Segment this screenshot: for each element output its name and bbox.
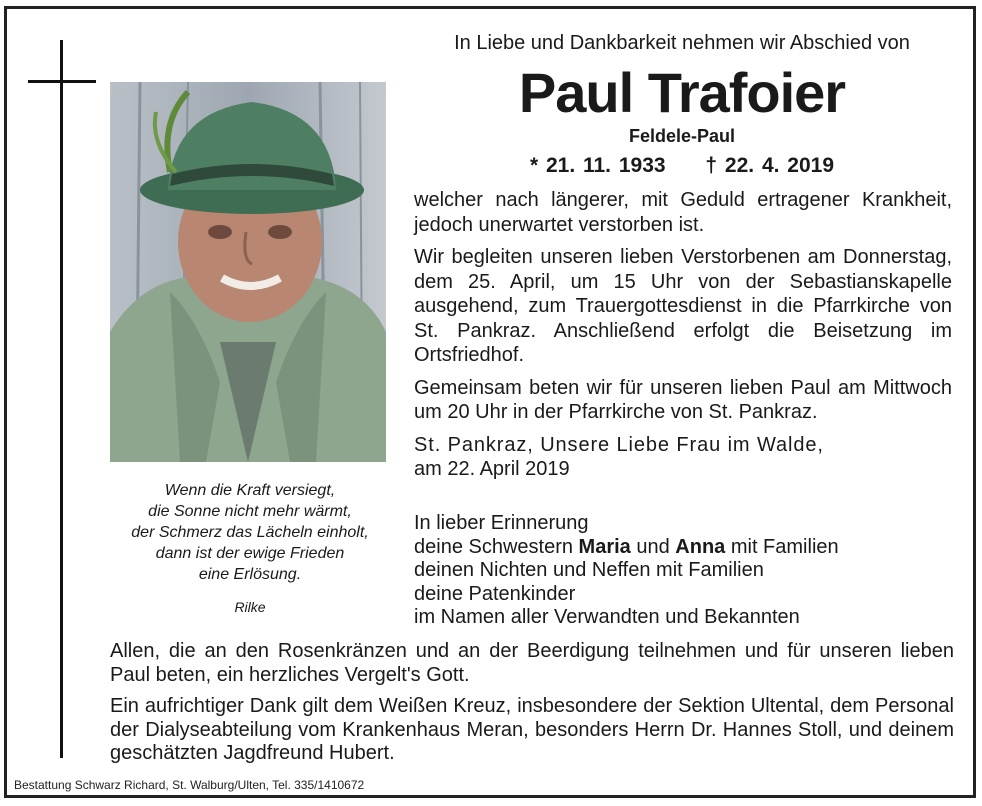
quote-line: dann ist der ewige Frieden bbox=[155, 545, 345, 562]
quote-author: Rilke bbox=[234, 599, 266, 615]
quote-line: eine Erlösung. bbox=[198, 566, 302, 583]
thanks-paragraph: Ein aufrichtiger Dank gilt dem Weißen Kreuz, insbesondere der Sektion Ultental, dem Personal der Dialyseabteilung vom Krankenhaus Meran, besonders Herrn Dr. Hannes Stoll, und deinem geschätzten Jagdfreund Hubert. bbox=[110, 695, 954, 764]
thanks-section bbox=[110, 640, 954, 774]
family-line: im Namen aller Verwandten und Bekannten bbox=[414, 606, 800, 628]
family-text: deine Schwestern bbox=[414, 535, 579, 558]
announcement-text bbox=[414, 188, 952, 490]
cross-icon bbox=[60, 40, 63, 758]
family-line: deine Patenkinder bbox=[414, 582, 576, 605]
cross-icon-bar bbox=[28, 80, 96, 83]
family-list bbox=[414, 512, 952, 630]
family-text: und bbox=[630, 535, 676, 558]
sister-name: Anna bbox=[675, 535, 726, 558]
portrait-photo bbox=[110, 82, 386, 462]
family-line: deinen Nichten und Neffen mit Familien bbox=[414, 559, 764, 581]
sister-name: Maria bbox=[578, 535, 631, 558]
place-line: St. Pankraz, Unsere Liebe Frau im Walde, bbox=[414, 433, 824, 456]
deceased-name: Paul Trafoier bbox=[518, 61, 846, 124]
quote-line: der Schmerz das Lächeln einholt, bbox=[131, 524, 369, 541]
family-line: In lieber Erinnerung bbox=[414, 512, 589, 534]
thanks-paragraph: Allen, die an den Rosenkränzen und an der Beerdigung teilnehmen und für unseren lieben Paul beten, ein herzliches Vergelt's Gott. bbox=[110, 640, 954, 686]
paragraph-illness: welcher nach längerer, mit Geduld ertragener Krankheit, jedoch unerwartet verstorben ist. bbox=[414, 189, 952, 236]
birth-date: * 21. 11. 1933 bbox=[529, 154, 666, 177]
death-date: † 22. 4. 2019 bbox=[705, 154, 835, 177]
paragraph-funeral: Wir begleiten unseren lieben Verstorbenen am Donnerstag, dem 25. April, um 15 Uhr von der Sebastianskapelle ausgehend, zum Trauergottesdienst in die Pfarrkirche von St. Pankraz. Anschließend erfolgt die Beisetzung im Ortsfriedhof. bbox=[414, 246, 952, 366]
life-dates bbox=[412, 154, 952, 178]
date-line: am 22. April 2019 bbox=[414, 458, 570, 480]
quote-line: Wenn die Kraft versiegt, bbox=[164, 482, 336, 499]
family-line-sisters bbox=[414, 536, 952, 560]
deceased-nickname: Feldele-Paul bbox=[628, 126, 736, 146]
memorial-quote bbox=[100, 480, 400, 618]
quote-line: die Sonne nicht mehr wärmt, bbox=[148, 503, 352, 520]
family-text: mit Familien bbox=[725, 535, 839, 558]
funeral-home-credit: Bestattung Schwarz Richard, St. Walburg/Ulten, Tel. 335/1410672 bbox=[14, 778, 365, 792]
paragraph-prayer: Gemeinsam beten wir für unseren lieben Paul am Mittwoch um 20 Uhr in der Pfarrkirche von St. Pankraz. bbox=[414, 376, 952, 423]
intro-line: In Liebe und Dankbarkeit nehmen wir Abschied von bbox=[454, 32, 910, 54]
